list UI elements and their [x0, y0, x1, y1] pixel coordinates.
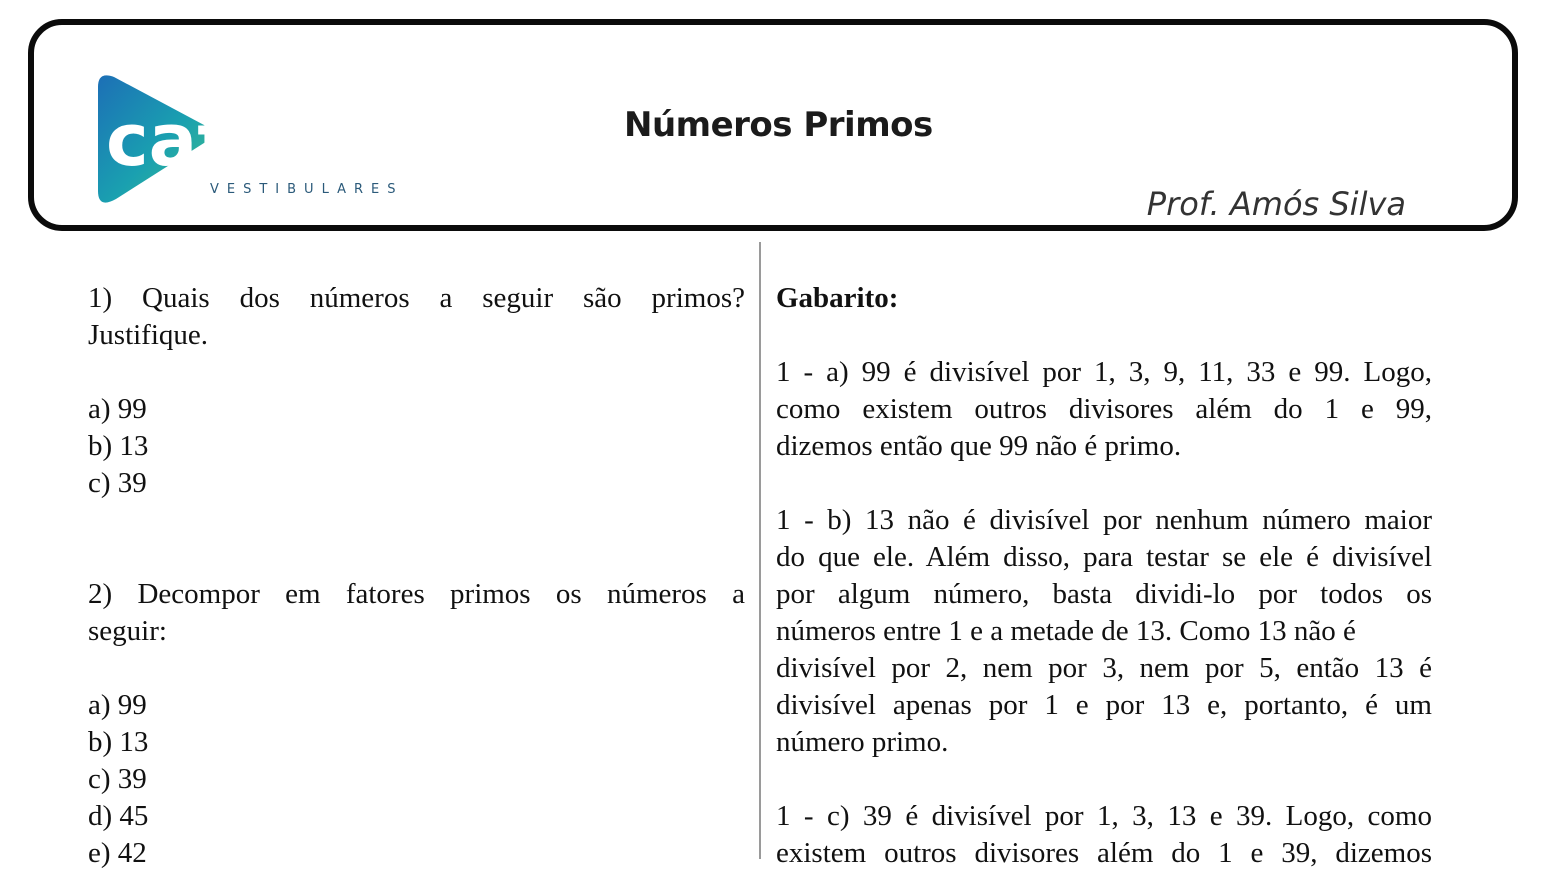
questions-column	[88, 280, 745, 872]
catalise-logo	[86, 67, 426, 217]
answer-line: divisível por 2, nem por 3, nem por 5, então 13 é	[776, 652, 1432, 684]
answer-line: 1 - b) 13 não é divisível por nenhum número maior	[776, 504, 1432, 536]
question-1-option: c) 39	[88, 467, 147, 499]
answer-line: por algum número, basta dividi-lo por todos os	[776, 578, 1432, 610]
answer-line: números entre 1 e a metade de 13. Como 13 não é	[776, 615, 1356, 647]
question-1-option: a) 99	[88, 393, 147, 425]
answer-key-column	[776, 280, 1432, 872]
page-title: Números Primos	[624, 105, 933, 145]
question-2-option: c) 39	[88, 763, 147, 795]
answer-line: número primo.	[776, 726, 949, 758]
answer-line: do que ele. Além disso, para testar se ele é divisível	[776, 541, 1432, 573]
question-2-text: 2) Decompor em fatores primos os números a	[88, 578, 745, 610]
answer-line: 1 - a) 99 é divisível por 1, 3, 9, 11, 33 e 99. Logo,	[776, 356, 1432, 388]
question-2-text-cont: seguir:	[88, 615, 167, 647]
author-name: Prof. Amós Silva	[1146, 185, 1406, 223]
answer-line: existem outros divisores além do 1 e 39, dizemos	[776, 837, 1432, 869]
question-1-option: b) 13	[88, 430, 149, 462]
logo-tagline: VESTIBULARES	[210, 182, 404, 197]
question-2-option: a) 99	[88, 689, 147, 721]
question-2-option: b) 13	[88, 726, 149, 758]
logo-wordmark: catálise	[106, 98, 422, 182]
question-2-option: d) 45	[88, 800, 149, 832]
column-divider	[759, 242, 761, 859]
answer-line: divisível apenas por 1 e por 13 e, portanto, é um	[776, 689, 1432, 721]
question-1-text: 1) Quais dos números a seguir são primos?	[88, 282, 745, 314]
answer-line: como existem outros divisores além do 1 e 99,	[776, 393, 1432, 425]
answer-line: 1 - c) 39 é divisível por 1, 3, 13 e 39. Logo, como	[776, 800, 1432, 832]
document-header	[28, 19, 1518, 231]
answer-key-heading: Gabarito:	[776, 282, 899, 314]
answer-line: dizemos então que 99 não é primo.	[776, 430, 1182, 462]
question-2-option: e) 42	[88, 837, 147, 869]
question-1-text-cont: Justifique.	[88, 319, 209, 351]
